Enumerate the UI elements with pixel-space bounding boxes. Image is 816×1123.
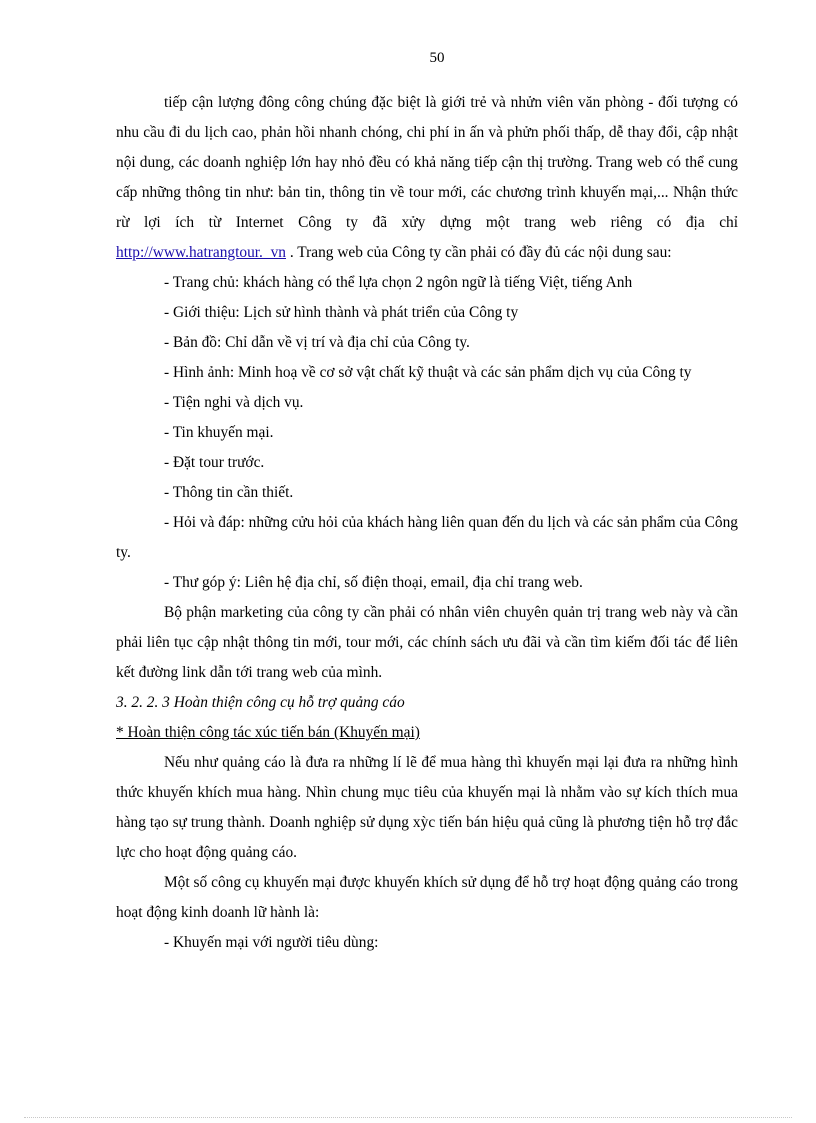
website-link[interactable]: http://www.hatrangtour. vn [116, 244, 286, 261]
page-bottom-rule [24, 1117, 792, 1118]
list-item-images: - Hình ảnh: Minh hoạ về cơ sở vật chất kỹ thuật và các sản phẩm dịch vụ của Công ty [164, 364, 692, 381]
intro-paragraph [116, 88, 738, 268]
list-item-introduction: - Giới thiệu: Lịch sử hình thành và phát triển của Công ty [164, 304, 519, 321]
list-item-amenities: - Tiện nghi và dịch vụ. [164, 394, 304, 411]
list-item-booking: - Đặt tour trước. [164, 454, 265, 471]
list-item-promotions: - Tin khuyến mại. [164, 424, 274, 441]
list-item-feedback: - Thư góp ý: Liên hệ địa chỉ, số điện thoại, email, địa chỉ trang web. [164, 574, 583, 591]
promotion-paragraph-1: Nếu như quảng cáo là đưa ra những lí lẽ để mua hàng thì khuyến mại lại đưa ra những hình thức khuyến khích mua hàng. Nhìn chung mục tiêu của khuyến mại là nhằm vào sự kích thích mua hàng tạo sự trung thành. Doanh nghiệp sử dụng xỳc tiến bán hiệu quả cũng là phương tiện hỗ trợ đắc lực cho hoạt động quảng cáo. [116, 754, 738, 861]
subheading-wrapper [116, 718, 738, 748]
page-number: 50 [429, 50, 445, 66]
subheading: * Hoàn thiện công tác xúc tiến bán (Khuyến mại) [116, 724, 420, 741]
list-item-homepage: - Trang chủ: khách hàng có thể lựa chọn 2 ngôn ngữ là tiếng Việt, tiếng Anh [164, 274, 633, 291]
list-item-consumer-promotion: - Khuyến mại với người tiêu dùng: [164, 934, 379, 951]
intro-text-after-link: . Trang web của Công ty cần phải có đầy đủ các nội dung sau: [286, 244, 672, 261]
section-heading: 3. 2. 2. 3 Hoàn thiện công cụ hỗ trợ quảng cáo [116, 694, 405, 711]
document-body [116, 88, 738, 958]
promotion-paragraph-2: Một số công cụ khuyến mại được khuyến khích sử dụng để hỗ trợ hoạt động quảng cáo trong hoạt động kinh doanh lữ hành là: [116, 874, 738, 921]
marketing-paragraph: Bộ phận marketing của công ty cần phải có nhân viên chuyên quản trị trang web này và cần phải liên tục cập nhật thông tin mới, tour mới, các chính sách ưu đãi và cần tìm kiếm đối tác để liên kết đường link dẫn tới trang web của mình. [116, 604, 738, 681]
intro-text-before-link: tiếp cận lượng đông công chúng đặc biệt là giới trẻ và nhửn viên văn phòng - đối tượng có nhu cầu đi du lịch cao, phản hồi nhanh chóng, chi phí in ấn và phửn phối thấp, dễ thay đổi, cập nhật nội dung, các doanh nghiệp lớn hay nhỏ đều có khả năng tiếp cận thị trường. Trang web có thể cung cấp những thông tin như: bản tin, thông tin về tour mới, các chương trình khuyến mại,... Nhận thức rừ lợi ích từ Internet Công ty đã xửy dựng một trang web riêng có địa chỉ [116, 94, 738, 231]
list-item-map: - Bản đồ: Chỉ dẫn về vị trí và địa chỉ của Công ty. [164, 334, 470, 351]
list-item-faq: - Hỏi và đáp: những cửu hỏi của khách hàng liên quan đến du lịch và các sản phẩm của Công ty. [116, 514, 738, 561]
list-item-information: - Thông tin cần thiết. [164, 484, 294, 501]
